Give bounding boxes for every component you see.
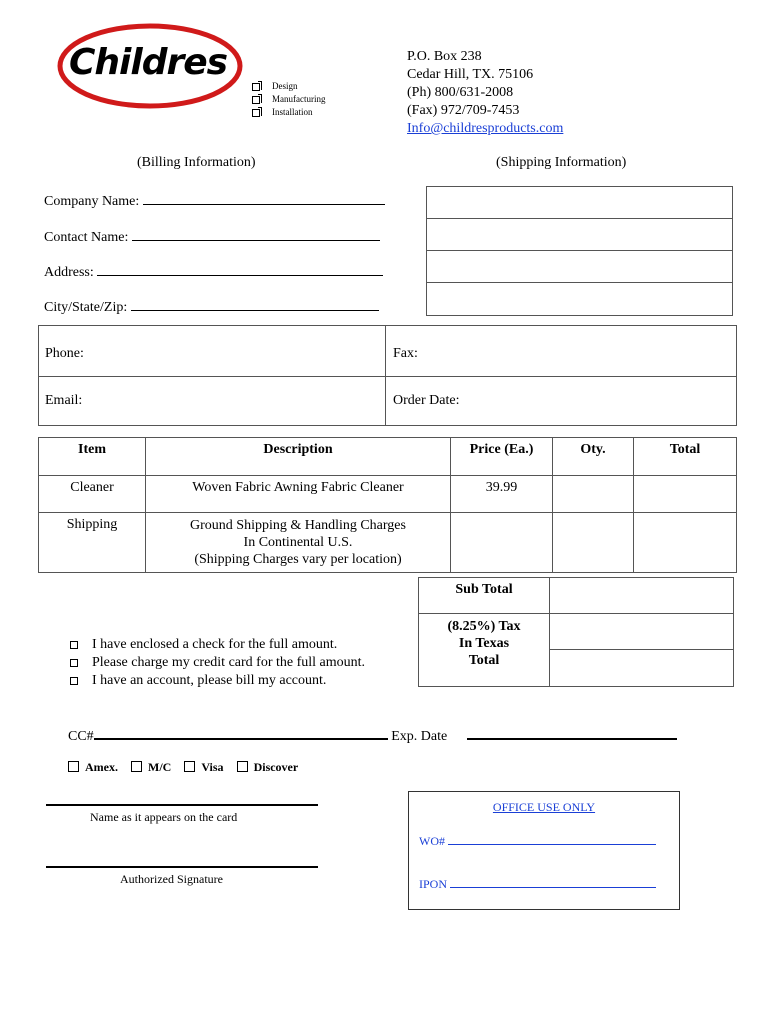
ipon-line[interactable] — [450, 878, 656, 888]
qty-cell[interactable] — [553, 513, 634, 573]
authorized-signature-line[interactable] — [46, 866, 318, 868]
check-icon — [252, 96, 260, 104]
city-state-zip-field[interactable] — [44, 298, 379, 316]
table-row — [39, 476, 737, 513]
description-cell: Woven Fabric Awning Fabric Cleaner — [146, 476, 451, 513]
items-table — [38, 437, 737, 573]
card-option-mc[interactable]: M/C — [131, 760, 171, 774]
shipping-row-2[interactable] — [426, 218, 733, 251]
tax-label-line: (8.25%) Tax — [447, 619, 521, 634]
checklist-item: Installation — [252, 106, 325, 119]
total-cell[interactable] — [634, 476, 737, 513]
fax-label[interactable]: Fax: — [393, 346, 418, 361]
description-line: Ground Shipping & Handling Charges — [190, 518, 406, 533]
address-line-input[interactable] — [97, 263, 383, 276]
card-option-discover[interactable]: Discover — [237, 760, 299, 774]
tax-label — [419, 618, 549, 669]
tax-label-line: In Texas — [458, 636, 510, 651]
order-date-label[interactable]: Order Date: — [393, 393, 460, 408]
checkbox-icon[interactable] — [70, 659, 78, 667]
checklist-item: Manufacturing — [252, 93, 325, 106]
office-use-title: OFFICE USE ONLY — [492, 800, 596, 814]
contact-name-field[interactable] — [44, 228, 380, 246]
company-name-line[interactable] — [143, 192, 385, 205]
wo-line[interactable] — [448, 835, 656, 845]
column-header: Total — [634, 438, 737, 476]
office-use-box — [408, 791, 680, 910]
item-cell: Shipping — [39, 513, 146, 573]
shipping-header: (Shipping Information) — [496, 155, 627, 170]
cc-field[interactable] — [68, 726, 447, 745]
address-label: Address: — [44, 265, 94, 280]
column-header: Oty. — [553, 438, 634, 476]
price-cell — [451, 513, 553, 573]
payment-options — [70, 636, 365, 690]
company-logo — [55, 20, 245, 112]
card-option-visa[interactable]: Visa — [184, 760, 223, 774]
cc-label: CC# — [68, 729, 94, 744]
subtotal-value[interactable] — [550, 578, 733, 613]
totals-box — [418, 577, 734, 687]
wo-field[interactable]: WO# — [419, 834, 656, 849]
item-cell: Cleaner — [39, 476, 146, 513]
table-header-row — [39, 438, 737, 476]
phone-label[interactable]: Phone: — [45, 346, 84, 361]
name-on-card-caption: Name as it appears on the card — [90, 810, 238, 824]
email-label[interactable]: Email: — [45, 393, 83, 408]
total-cell[interactable] — [634, 513, 737, 573]
checklist-item: Design — [252, 80, 325, 93]
company-name-label: Company Name: — [44, 194, 140, 209]
description-line: (Shipping Charges vary per location) — [194, 552, 402, 567]
billing-header: (Billing Information) — [137, 155, 256, 170]
payment-option[interactable]: I have an account, please bill my account. — [70, 672, 365, 690]
address-line: Cedar Hill, TX. 75106 — [407, 67, 534, 82]
contact-grid — [38, 325, 737, 426]
cc-number-line[interactable] — [94, 726, 388, 740]
exp-date-label: Exp. Date — [391, 729, 448, 744]
ipon-field[interactable]: IPON — [419, 877, 656, 892]
column-header: Item — [39, 438, 146, 476]
address-line: P.O. Box 238 — [407, 49, 482, 64]
checkbox-icon[interactable] — [68, 761, 79, 772]
check-icon — [252, 109, 260, 117]
city-state-zip-line[interactable] — [131, 298, 379, 311]
table-row — [39, 513, 737, 573]
grid-divider — [39, 376, 736, 377]
email-link[interactable]: Info@childresproducts.com — [407, 121, 564, 136]
card-option-amex[interactable]: Amex. — [68, 760, 118, 774]
shipping-row-4[interactable] — [426, 282, 733, 316]
payment-option[interactable]: I have enclosed a check for the full amount. — [70, 636, 365, 654]
checkbox-icon[interactable] — [70, 641, 78, 649]
logo-text: Childres — [69, 42, 228, 83]
column-header: Description — [146, 438, 451, 476]
qty-cell[interactable] — [553, 476, 634, 513]
company-name-field[interactable] — [44, 192, 385, 210]
card-types — [68, 760, 298, 775]
fax-line: (Fax) 972/709-7453 — [407, 103, 520, 118]
company-address — [407, 48, 563, 138]
total-label: Total — [468, 653, 500, 668]
name-on-card-line[interactable] — [46, 804, 318, 806]
checkbox-icon[interactable] — [131, 761, 142, 772]
authorized-signature-caption: Authorized Signature — [120, 872, 223, 886]
logo-checklist — [252, 80, 325, 119]
column-header: Price (Ea.) — [451, 438, 553, 476]
address-field[interactable] — [44, 263, 383, 281]
subtotal-label: Sub Total — [455, 582, 513, 597]
check-icon — [252, 83, 260, 91]
tax-value[interactable] — [550, 614, 733, 649]
payment-option[interactable]: Please charge my credit card for the full amount. — [70, 654, 365, 672]
total-value[interactable] — [550, 650, 733, 686]
contact-name-line[interactable] — [132, 228, 380, 241]
contact-name-label: Contact Name: — [44, 230, 129, 245]
city-state-zip-label: City/State/Zip: — [44, 300, 128, 315]
shipping-row-3[interactable] — [426, 250, 733, 283]
checkbox-icon[interactable] — [237, 761, 248, 772]
checkbox-icon[interactable] — [70, 677, 78, 685]
description-cell — [146, 513, 451, 573]
description-line: In Continental U.S. — [243, 535, 353, 550]
phone-line: (Ph) 800/631-2008 — [407, 85, 514, 100]
exp-date-line[interactable] — [467, 738, 677, 740]
checkbox-icon[interactable] — [184, 761, 195, 772]
price-cell: 39.99 — [451, 476, 553, 513]
shipping-row-1[interactable] — [426, 186, 733, 219]
